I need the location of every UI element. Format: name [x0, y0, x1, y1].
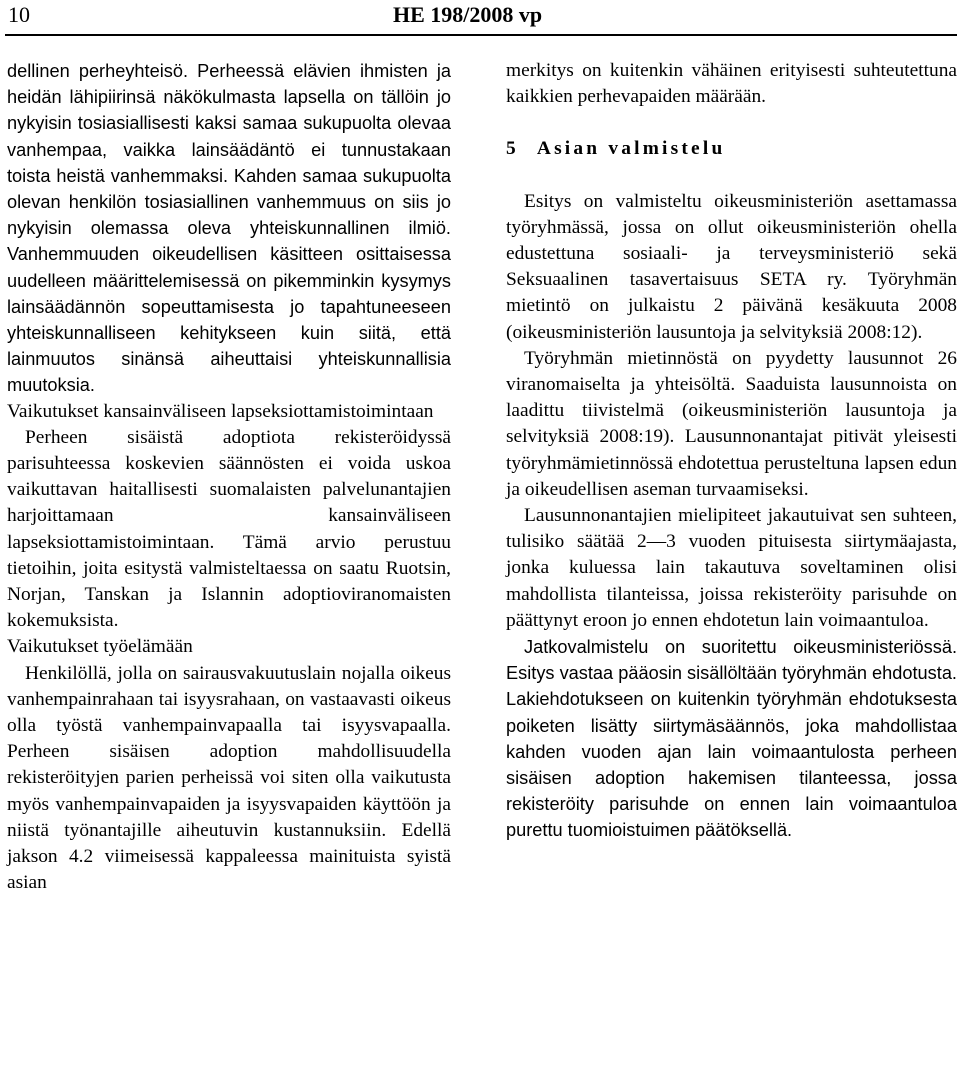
subheading-working-life: Vaikutukset työelämään	[7, 636, 193, 658]
page-number: 10	[8, 2, 30, 27]
document-id: HE 198/2008 vp	[393, 2, 543, 27]
header-rule	[5, 34, 957, 36]
paragraph-statements: Työryhmän mietinnöstä on pyydetty lausunnot 26 viranomaiselta ja yhteisöltä. Saaduista lausunnoista on laadittu tiivistelmä (oikeusministeriön lausuntoja ja selvityksiä 2008:19). Lausunnonantajat pitivät yleisesti työryhmämietinnössä ehdotettua perusteltuna lapsen edun ja oikeudellisen aseman turvaamiseksi.	[506, 347, 957, 500]
section-title: Asian valmistelu	[536, 138, 726, 160]
section-number: 5	[506, 138, 516, 160]
paragraph-further-preparation: Jatkovalmistelu on suoritettu oikeusministeriössä. Esitys vastaa pääosin sisällöltään työryhmän ehdotusta. Lakiehdotukseen on kuitenkin työryhmän ehdotuksesta poiketen lisätty siirtymäsäännös, joka mahdollistaa kahden vuoden ajan lain voimaantulosta perheen sisäisen adoption hakemisen tilanteessa, jossa rekisteröity parisuhde on ennen lain voimaantuloa purettu tuomioistuimen päätöksellä.	[506, 637, 957, 841]
paragraph-international-adoption: Perheen sisäistä adoptiota rekisteröidyssä parisuhteessa koskevien säännösten ei voida uskoa vaikuttavan haitallisesti suomalaisten palvelunantajien harjoittamaan kansainväliseen lapseksiottamistoimintaan. Tämä arvio perustuu tietoihin, joita esitystä valmisteltaessa on saatu Ruotsin, Norjan, Tanskan ja Islannin adoptioviranomaisten kokemuksista.	[7, 426, 451, 632]
right-column	[506, 58, 957, 844]
subheading-international-adoption: Vaikutukset kansainväliseen lapseksiottamistoimintaan	[7, 400, 434, 422]
paragraph-working-life: Henkilöllä, jolla on sairausvakuutuslain nojalla oikeus vanhempainrahaan tai isyysrahaan, on vastaavasti oikeus olla työstä vanhempainvapaalla tai isyysvapaalla. Perheen sisäisen adoption mahdollisuudella rekisteröityjen parien perheissä voi siten olla vaikutusta myös vanhempainvapaiden ja isyysvapaiden käyttöön ja niistä työnantajille aiheutuvin kustannuksiin. Edellä jakson 4.2 viimeisessä kappaleessa mainituista syistä asian	[7, 662, 451, 894]
paragraph-continuation: merkitys on kuitenkin vähäinen erityisesti suhteutettuna kaikkien perhevapaiden määrään.	[506, 60, 957, 108]
section-heading	[506, 136, 957, 162]
paragraph-opinions: Lausunnonantajien mielipiteet jakautuivat sen suhteen, tulisiko säätää 2—3 vuoden pituisesta siirtymäajasta, jonka kuluessa lain takautuva soveltaminen olisi mahdollista tilanteissa, joissa rekisteröity parisuhde on päättynyt eroon jo ennen ehdotetun lain voimaantuloa.	[506, 505, 957, 631]
paragraph-preparation: Esitys on valmisteltu oikeusministeriön asettamassa työryhmässä, jossa on ollut oikeusministeriön ohella edustettuna sosiaali- ja terveysministeriö sekä Seksuaalinen tasavertaisuus SETA ry. Työryhmän mietintö on julkaistu 2 päivänä kesäkuuta 2008 (oikeusministeriön lausuntoja ja selvityksiä 2008:12).	[506, 190, 957, 343]
left-column	[7, 58, 451, 897]
page-header	[0, 0, 960, 34]
paragraph-family-community: dellinen perheyhteisö. Perheessä elävien ihmisten ja heidän lähipiirinsä näkökulmasta lapsella on tällöin jo nykyisin tosiasiallisesti kaksi samaa sukupuolta olevaa vanhempaa, vaikka lainsäädäntö ei tunnustakaan toista heistä vanhemmaksi. Kahden samaa sukupuolta olevan henkilön tosiasiallinen vanhemmuus on siis jo nykyisin olemassa oleva yhteiskunnallinen ilmiö. Vanhemmuuden oikeudellisen käsitteen osittaisessa uudelleen määrittelemisessä on pikemminkin kysymys lainsäädännön sopeuttamisesta jo tapahtuneeseen yhteiskunnalliseen kehitykseen kuin siitä, että lainmuutos sinänsä aiheuttaisi yhteiskunnallisia muutoksia.	[7, 61, 451, 396]
